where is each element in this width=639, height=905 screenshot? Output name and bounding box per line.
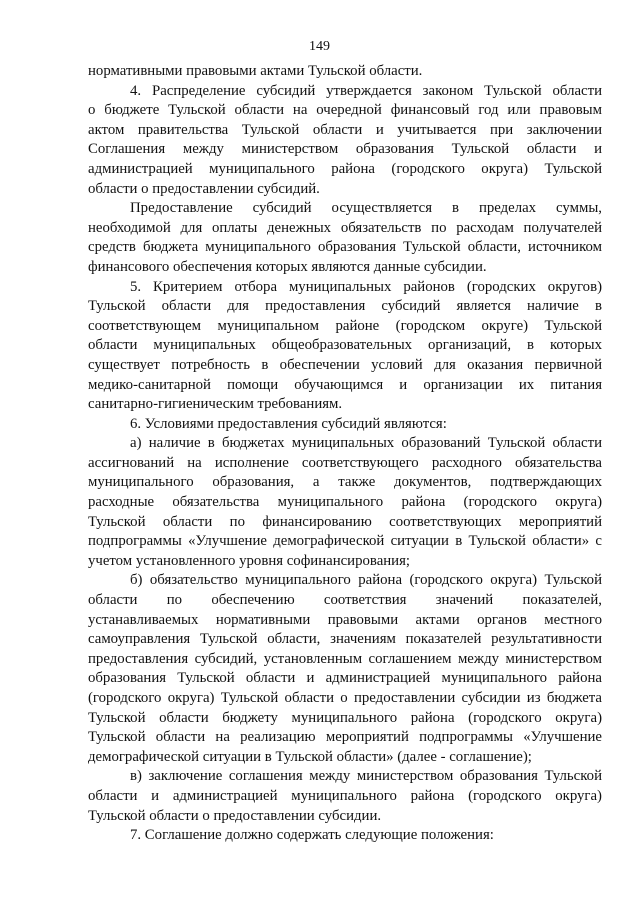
text-line: средств бюджета муниципального образования Тульской области, источником bbox=[88, 239, 602, 256]
text-line: необходимой для оплаты денежных обязательств по расходам получателей bbox=[88, 219, 602, 236]
text-line: Тульской области по финансированию соответствующих мероприятий bbox=[88, 513, 602, 530]
text-line: демографической ситуации в Тульской области» (далее - соглашение); bbox=[88, 748, 532, 765]
text-line: Тульской области о предоставлении субсидии. bbox=[88, 807, 382, 824]
text-line: в) заключение соглашения между министерством образования Тульской bbox=[130, 768, 602, 785]
text-line: соответствующем муниципальном районе (городском округе) Тульской bbox=[88, 317, 602, 334]
text-line: самоуправления Тульской области, значениям показателей результативности bbox=[88, 631, 602, 648]
text-line: области по обеспечению соответствия значений показателей, bbox=[88, 592, 602, 609]
text-line: 4. Распределение субсидий утверждается законом Тульской области bbox=[130, 82, 602, 99]
document-body bbox=[88, 62, 602, 846]
text-line: медико-санитарной помощи обучающимся и организации их питания bbox=[88, 376, 602, 393]
text-line: о бюджете Тульской области на очередной финансовый год или правовым bbox=[88, 102, 602, 119]
text-line: Соглашения между министерством образования Тульской области и bbox=[88, 141, 602, 158]
text-line: а) наличие в бюджетах муниципальных образований Тульской области bbox=[130, 435, 602, 452]
text-line: Тульской области на реализацию мероприятий подпрограммы «Улучшение bbox=[88, 729, 602, 746]
text-line: Предоставление субсидий осуществляется в пределах суммы, bbox=[130, 200, 602, 217]
text-line: области муниципальных общеобразовательных организаций, в которых bbox=[88, 337, 602, 354]
text-line: области о предоставлении субсидий. bbox=[88, 180, 320, 197]
text-line: 5. Критерием отбора муниципальных районов (городских округов) bbox=[130, 278, 602, 295]
text-line: администрацией муниципального района (городского округа) Тульской bbox=[88, 160, 602, 177]
text-line: санитарно-гигиеническим требованиям. bbox=[88, 396, 343, 413]
text-line: подпрограммы «Улучшение демографической ситуации в Тульской области» с bbox=[88, 533, 602, 550]
text-line: предоставления субсидий, установленным соглашением между министерством bbox=[88, 650, 602, 667]
text-line: ассигнований на исполнение соответствующего расходного обязательства bbox=[88, 454, 602, 471]
text-line: актом правительства Тульской области и учитывается при заключении bbox=[88, 121, 602, 138]
text-line: (городского округа) Тульской области о предоставлении субсидии из бюджета bbox=[88, 690, 602, 706]
text-line: образования Тульской области и администрацией муниципального района bbox=[88, 670, 602, 687]
text-line: области и администрацией муниципального района (городского округа) bbox=[88, 787, 602, 804]
text-line: устанавливаемых нормативными правовыми актами органов местного bbox=[88, 611, 602, 628]
text-line: б) обязательство муниципального района (городского округа) Тульской bbox=[130, 572, 602, 589]
text-line: Тульской области для предоставления субсидий является наличие в bbox=[88, 298, 602, 315]
text-line: муниципального образования, а также документов, подтверждающих bbox=[88, 474, 602, 491]
text-line: Тульской области бюджету муниципального района (городского округа) bbox=[88, 709, 602, 726]
text-line: 7. Соглашение должно содержать следующие положения: bbox=[130, 827, 494, 844]
text-line: нормативными правовыми актами Тульской области. bbox=[88, 63, 423, 79]
text-line: учетом установленного уровня софинансирования; bbox=[88, 552, 411, 569]
page-number: 149 bbox=[309, 39, 330, 54]
text-line: финансового обеспечения которых являются данные субсидии. bbox=[88, 258, 487, 275]
text-line: 6. Условиями предоставления субсидий являются: bbox=[130, 415, 447, 432]
text-line: расходные обязательства муниципального района (городского округа) bbox=[88, 494, 602, 511]
text-line: существует потребность в обеспечении условий для оказания первичной bbox=[88, 356, 602, 373]
